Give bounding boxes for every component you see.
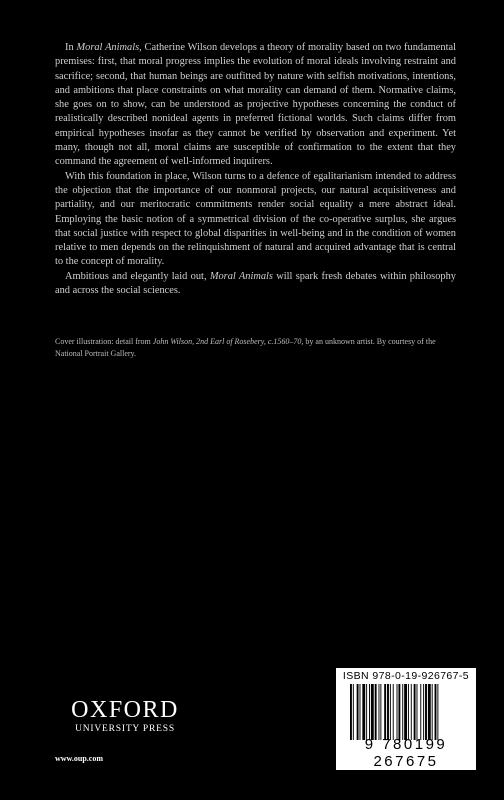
blurb-paragraph-2: With this foundation in place, Wilson turns to a defence of egalitarianism intended to address the objection that the importance of our nonmoral projects, our natural acquisitiveness and partiality, and our meritocratic commitments render social equality a mere abstract ideal. Employing the basic notion of a symmetrical division of the co-operative surplus, she argues that social justice with respect to global disparities in well-being and in the condition of women relative to men depends on the relinquishment of natural and acquired advantage that is central to the concept of morality. [55, 170, 456, 268]
book-title-inline: Moral Animals [76, 42, 140, 53]
credit-lead: Cover illustration: detail from [55, 337, 151, 346]
barcode-panel [336, 668, 476, 770]
blurb-paragraph-1 [55, 41, 456, 170]
publisher-subtitle: UNIVERSITY PRESS [75, 724, 175, 734]
credit-tail: by an unknown artist. By courtesy of the National Portrait Gallery. [55, 337, 436, 358]
ean-digits: 9 780199 267675 [364, 736, 448, 770]
blurb-body-1: , Catherine Wilson develops a theory of morality based on two fundamental premises: first, that moral progress implies the evolution of moral ideals involving restraint and sacrifice; second, that human beings are outfitted by nature with selfish motivations, intentions, and ambitions that place constraints on what morality can demand of them. Normative claims, she goes on to show, can be understood as projective hypotheses concerning the conduct of realistically described nonideal agents in preferred fictional worlds. Such claims differ from empirical hypotheses insofar as they cannot be verified by observation and experiment. Yet many, though not all, moral claims are susceptible of confirmation to the extent that they command the agreement of well-informed inquirers. [55, 42, 456, 168]
publisher-website: www.oup.com [55, 754, 104, 763]
publisher-logo [55, 697, 195, 735]
blurb-body-3: will spark fresh debates within philosophy and across the social sciences. [55, 270, 456, 297]
book-title-inline-2: Moral Animals [209, 270, 273, 282]
credit-work: John Wilson, 2nd Earl of Rosebery, c.1560–70, [152, 337, 304, 346]
cover-credit [55, 336, 456, 360]
isbn-label: ISBN 978-0-19-926767-5 [342, 670, 470, 682]
blurb-lead: In [65, 42, 74, 53]
blurb-paragraph-3 [55, 270, 456, 299]
publisher-name: OXFORD [71, 697, 179, 723]
blurb-lead-3: Ambitious and elegantly laid out, [65, 270, 207, 282]
blurb-text [55, 41, 456, 298]
